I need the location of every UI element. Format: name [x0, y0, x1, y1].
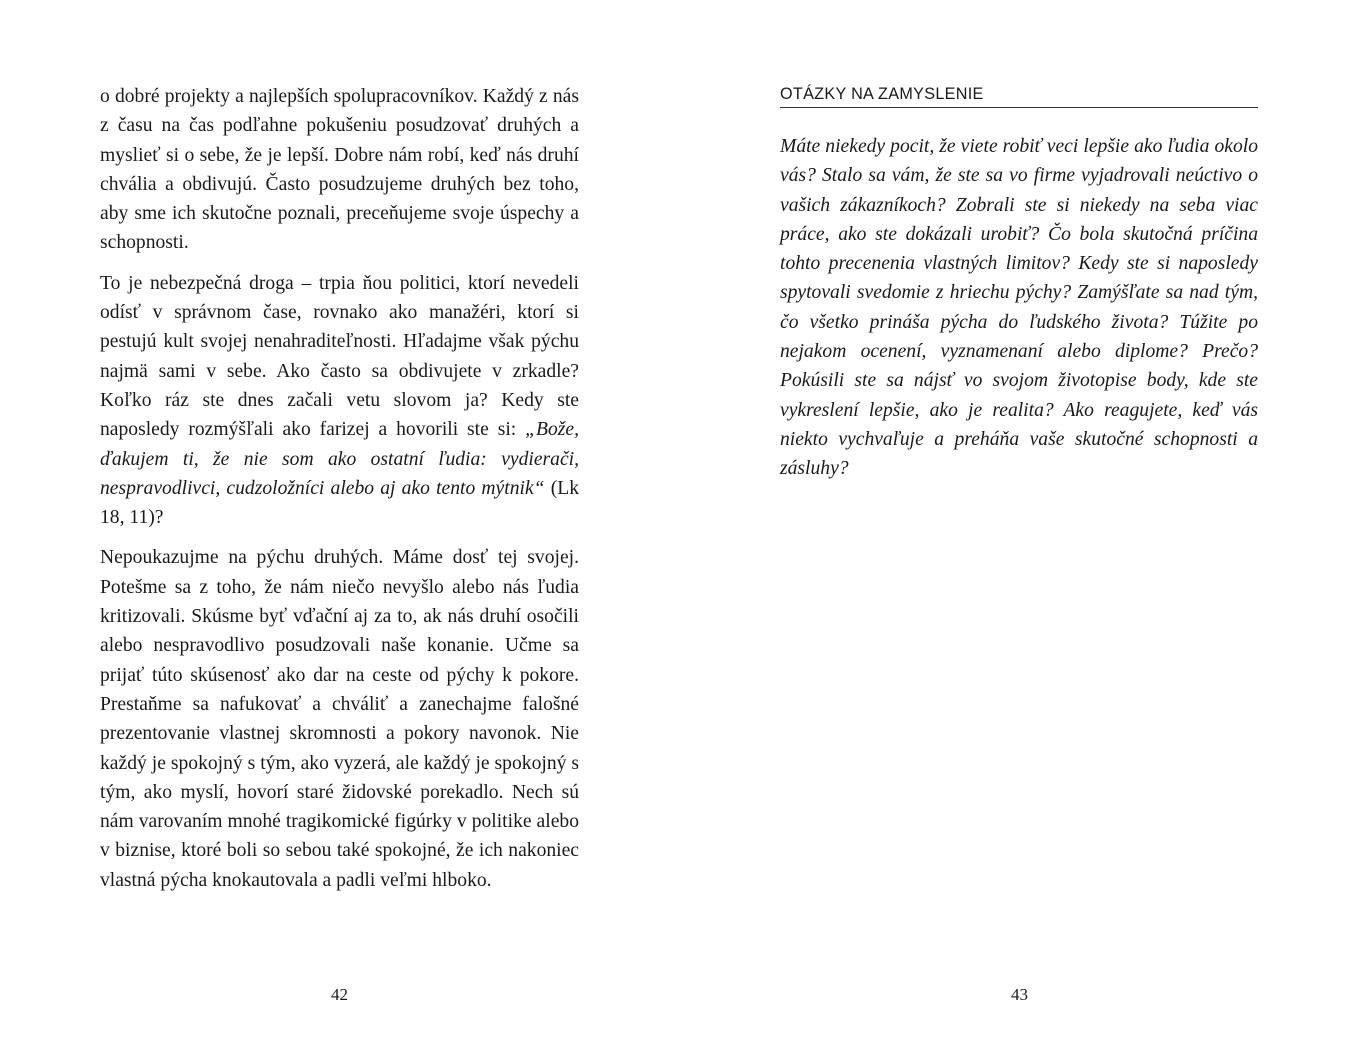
bible-quote: „Bože, ďakujem ti, že nie som ako ostatní ľudia: vydierači, nespravodlivci, cudzoložníci alebo aj ako tento mýtnik“	[100, 419, 579, 499]
paragraph-2-text: To je nebezpečná droga – trpia ňou politici, ktorí nevedeli odísť v správnom čase, rovnako ako manažéri, ktorí si pestujú kult svojej nenahraditeľnosti. Hľadajme však pýchu najmä sami v sebe. Ako často sa obdivujete v zrkadle? Koľko ráz ste dnes začali vetu slovom ja? Kedy ste naposledy rozmýšľali ako farizej a hovorili ste si:	[100, 272, 579, 441]
paragraph-3: Nepoukazujme na pýchu druhých. Máme dosť tej svojej. Potešme sa z toho, že nám niečo nevyšlo alebo nás ľudia kritizovali. Skúsme byť vďační aj za to, ak nás druhí osočili alebo nespravodlivo posudzovali naše konanie. Učme sa prijať túto skúsenosť ako dar na ceste od pýchy k pokore. Prestaňme sa nafukovať a chváliť a zanechajme falošné prezentovanie vlastnej skromnosti a pokory navonok. Nie každý je spokojný s tým, ako vyzerá, ale každý je spokojný s tým, ako myslí, hovorí staré židovské porekadlo. Nech sú nám varovaním mnohé tragikomické figúrky v politike alebo v biznise, ktoré boli so sebou také spokojné, že ich nakoniec vlastná pýcha knokautovala a padli veľmi hlboko.	[100, 547, 579, 891]
left-page	[0, 0, 679, 1063]
left-page-body	[100, 82, 579, 906]
page-number-left: 42	[331, 985, 348, 1004]
paragraph-2	[100, 269, 579, 533]
right-page	[680, 0, 1359, 1063]
section-header: OTÁZKY NA ZAMYSLENIE	[780, 84, 1258, 108]
reflection-questions: Máte niekedy pocit, že viete robiť veci lepšie ako ľudia okolo vás? Stalo sa vám, že ste sa vo firme vyjadrovali neúctivo o vašich zákazníkoch? Zobrali ste si niekedy na seba viac práce, ako ste dokázali urobiť? Čo bola skutočná príčina tohto precenenia vlastných limitov? Kedy ste si naposledy spytovali svedomie z hriechu pýchy? Zamýšľate sa nad tým, čo všetko prináša pýcha do ľudského života? Túžite po nejakom ocenení, vyznamenaní alebo diplome? Prečo? Pokúsili ste sa nájsť vo svojom životopise body, kde ste vykreslení lepšie, ako je realita? Ako reagujete, keď vás niekto vychvaľuje a preháňa vaše skutočné schopnosti a zásluhy?	[780, 136, 1258, 480]
bible-reference: (Lk 18, 11)?	[100, 477, 579, 529]
page-number-right: 43	[1011, 985, 1028, 1004]
paragraph-1: o dobré projekty a najlepších spolupracovníkov. Každý z nás z času na čas podľahne pokušeniu posudzovať druhých a myslieť si o sebe, že je lepší. Dobre nám robí, keď nás druhí chvália a obdivujú. Často posudzujeme druhých bez toho, aby sme ich skutočne poznali, preceňujeme svoje úspechy a schopnosti.	[100, 86, 579, 254]
